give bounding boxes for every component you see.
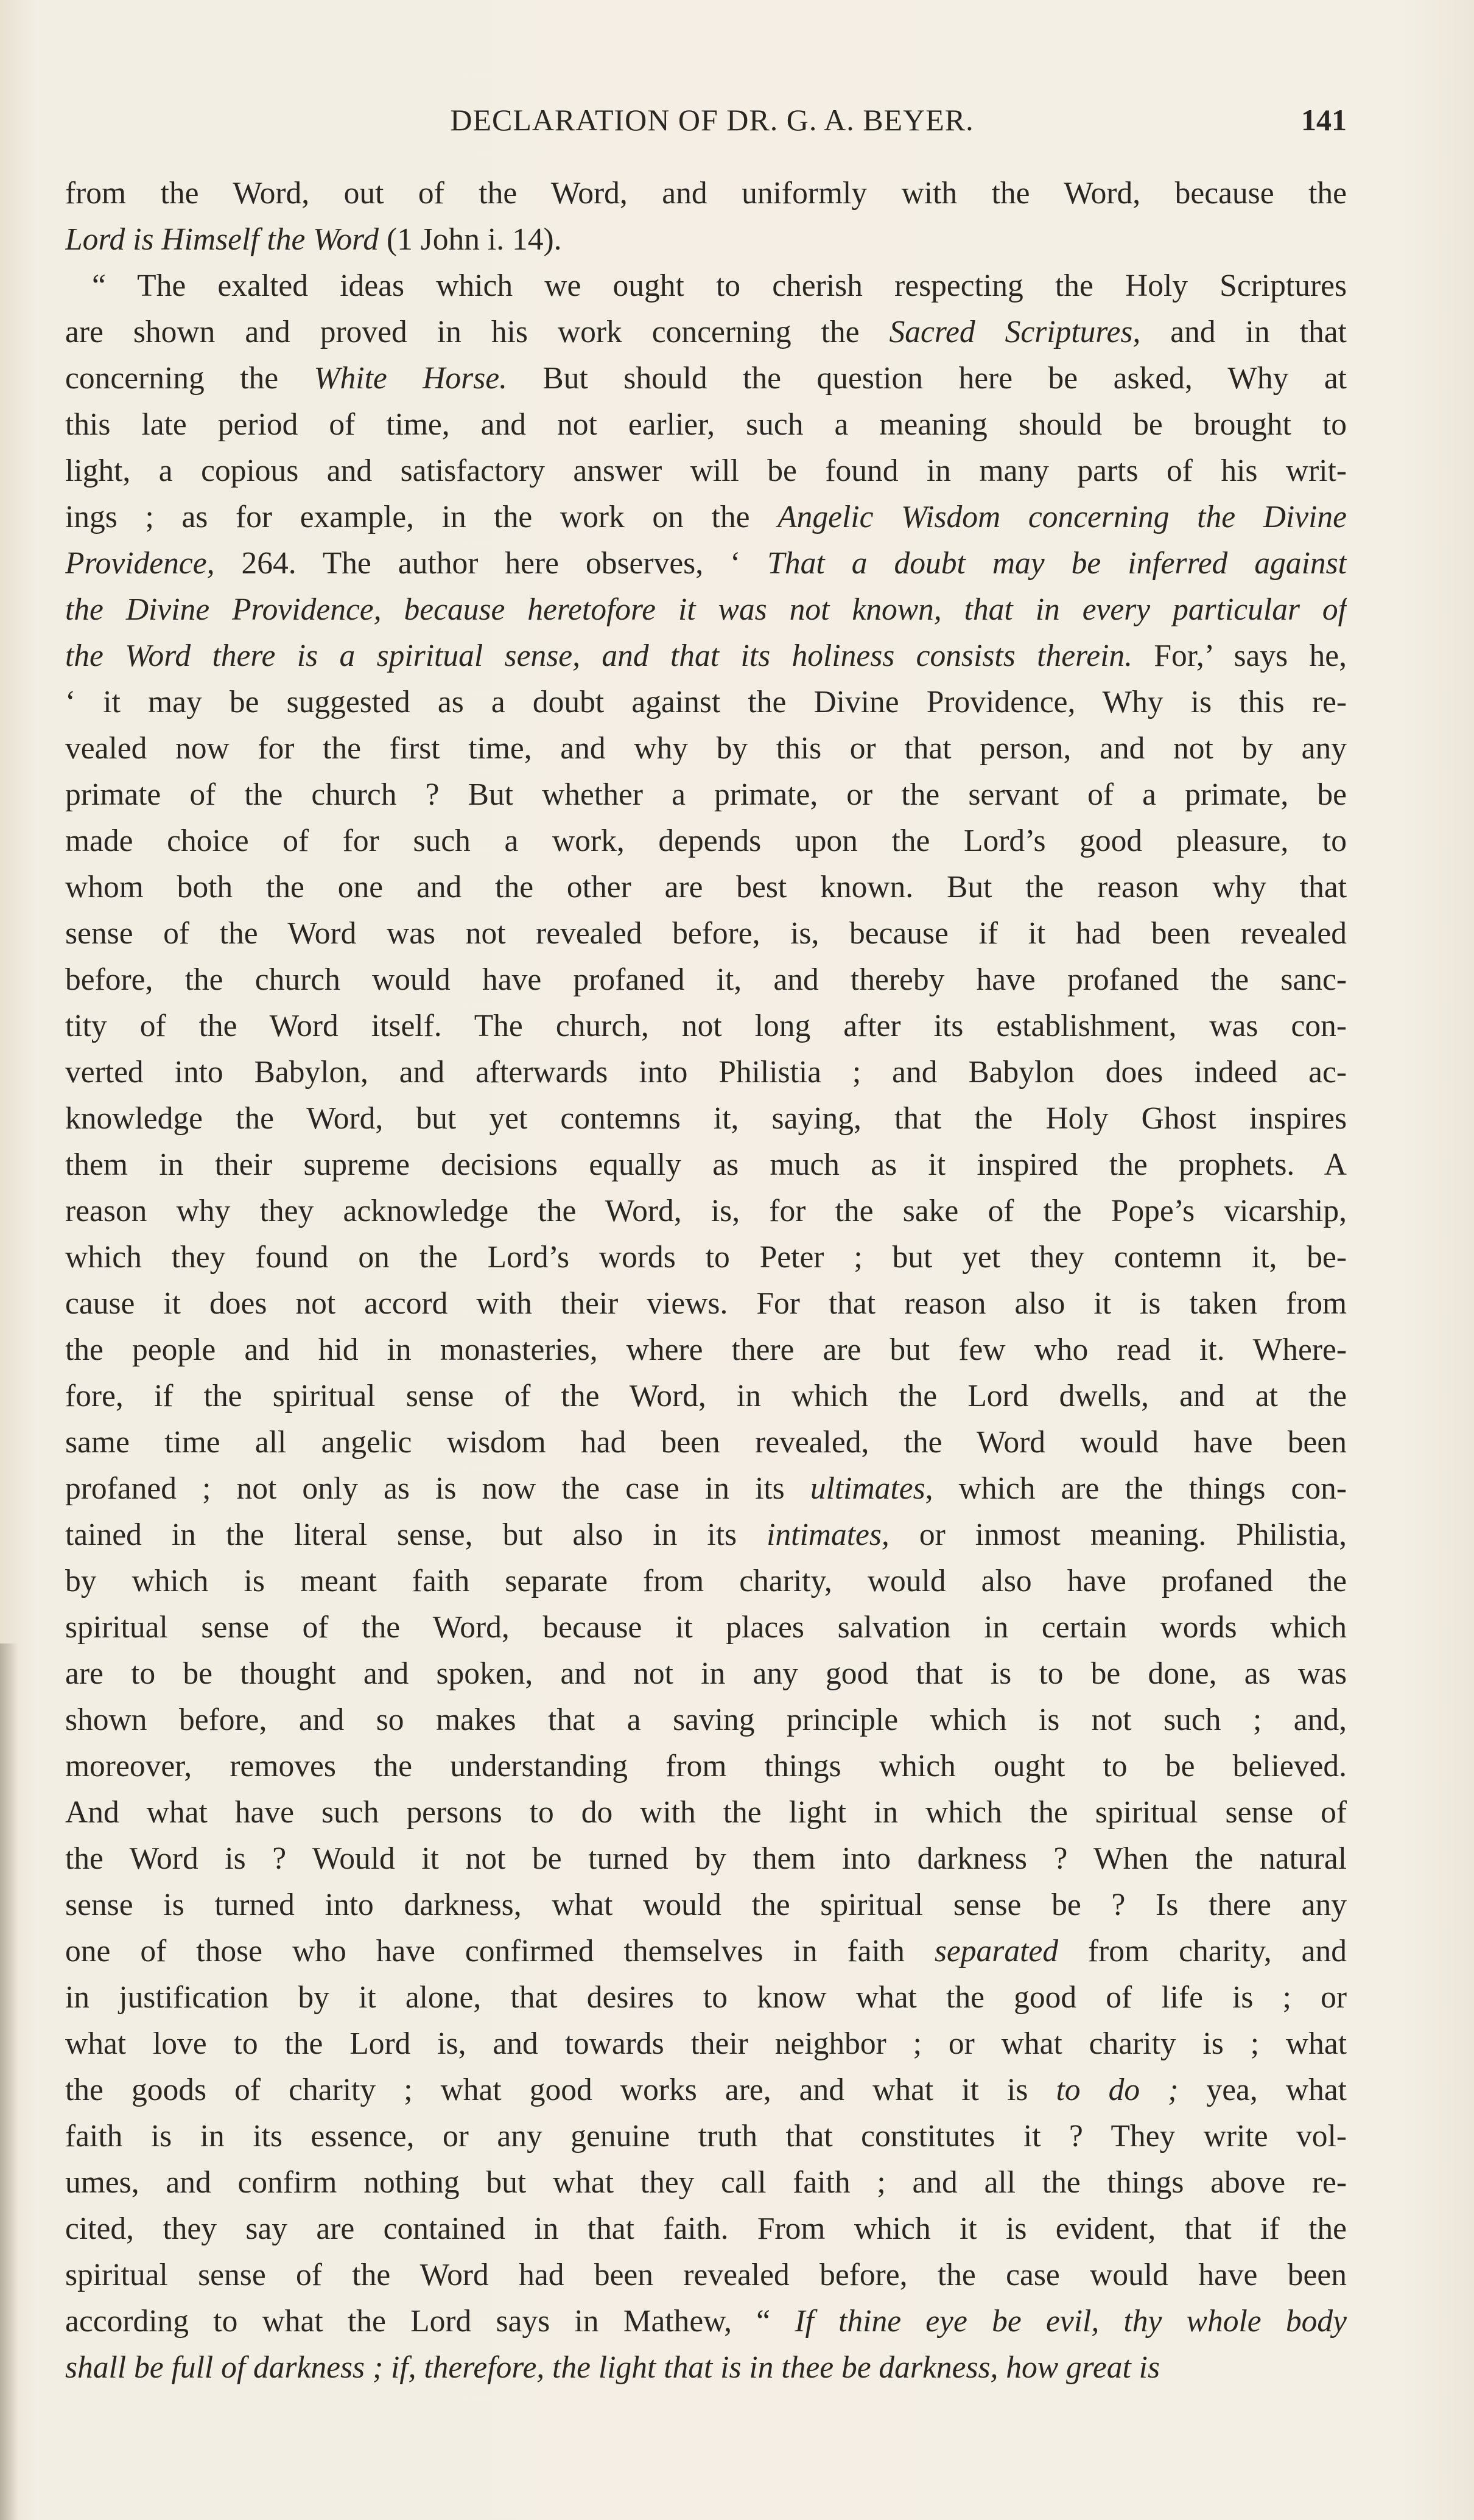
text-run: “ The exalted ideas which we ought to cherish respecting the Holy Scriptures — [92, 268, 1347, 303]
text-line — [65, 263, 1347, 309]
text-line — [65, 1096, 1347, 1142]
text-line — [65, 541, 1347, 587]
text-line — [65, 355, 1347, 402]
text-run: cited, they say are contained in that faith. From which it is evident, that if the — [65, 2211, 1347, 2246]
text-run: from the Word, out of the Word, and uniformly with the Word, because the — [65, 176, 1347, 211]
text-run: same time all angelic wisdom had been revealed, the Word would have been — [65, 1425, 1347, 1460]
text-run: which are the things con- — [933, 1471, 1347, 1506]
text-run: made choice of for such a work, depends upon the Lord’s good pleasure, to — [65, 824, 1347, 858]
text-line — [65, 1327, 1347, 1373]
italic-text-run: That a doubt may be inferred against — [767, 546, 1347, 581]
text-run: For,’ says he, — [1132, 639, 1347, 673]
text-run: reason why they acknowledge the Word, is, for the sake of the Pope’s vicarship, — [65, 1194, 1347, 1228]
text-run: before, the church would have profaned it, and thereby have profaned the sanc- — [65, 962, 1347, 997]
text-run: which they found on the Lord’s words to Peter ; but yet they contemn it, be- — [65, 1240, 1347, 1275]
text-run: them in their supreme decisions equally as much as it inspired the prophets. A — [65, 1147, 1347, 1182]
text-run: or inmost meaning. Philistia, — [889, 1517, 1347, 1552]
text-run: But should the question here be asked, Why at — [507, 361, 1347, 396]
text-run: the people and hid in monasteries, where there are but few who read it. Where- — [65, 1332, 1347, 1367]
text-run: verted into Babylon, and afterwards into Philistia ; and Babylon does indeed ac- — [65, 1055, 1347, 1090]
text-run: ings ; as for example, in the work on the — [65, 500, 778, 534]
page-header — [65, 102, 1347, 139]
body-text — [65, 170, 1347, 2391]
text-line — [65, 1558, 1347, 1605]
text-line — [65, 1975, 1347, 2021]
text-line — [65, 911, 1347, 957]
text-line — [65, 309, 1347, 355]
text-line — [65, 633, 1347, 679]
text-run: 264. The author here observes, ‘ — [214, 546, 768, 581]
italic-text-run: Lord is Himself the Word — [65, 222, 379, 257]
text-run: from charity, and — [1058, 1934, 1347, 1969]
text-run: moreover, removes the understanding from things which ought to be believed. — [65, 1749, 1347, 1783]
text-run: and in that — [1140, 315, 1347, 349]
italic-text-run: intimates, — [767, 1517, 890, 1552]
text-line — [65, 1651, 1347, 1697]
text-line — [65, 1882, 1347, 1928]
text-line — [65, 2160, 1347, 2206]
text-line — [65, 494, 1347, 541]
text-line — [65, 587, 1347, 633]
text-run: in justification by it alone, that desires to know what the good of life is ; or — [65, 1980, 1347, 2015]
text-line — [65, 726, 1347, 772]
text-line — [65, 1466, 1347, 1512]
text-line — [65, 1281, 1347, 1327]
running-head: DECLARATION OF DR. G. A. BEYER. — [450, 103, 974, 137]
text-run: spiritual sense of the Word, because it places salvation in certain words which — [65, 1610, 1347, 1645]
text-run: yea, what — [1178, 2073, 1347, 2107]
text-line — [65, 1188, 1347, 1234]
italic-text-run: If thine eye be evil, thy whole body — [795, 2304, 1347, 2339]
text-run: are shown and proved in his work concerning the — [65, 315, 890, 349]
text-line — [65, 864, 1347, 911]
text-line — [65, 2298, 1347, 2345]
text-line — [65, 679, 1347, 726]
text-line — [65, 1743, 1347, 1790]
text-line — [65, 2345, 1347, 2391]
italic-text-run: the Word there is a spiritual sense, and that its holiness consists therein. — [65, 639, 1133, 673]
text-run: whom both the one and the other are best known. But the reason why that — [65, 870, 1347, 905]
text-run: knowledge the Word, but yet contemns it, saying, that the Holy Ghost inspires — [65, 1101, 1347, 1136]
text-line — [65, 1790, 1347, 1836]
text-run: one of those who have confirmed themselves in faith — [65, 1934, 935, 1969]
text-run: concerning the — [65, 361, 314, 396]
text-line — [65, 2252, 1347, 2298]
text-line — [65, 1512, 1347, 1558]
text-line — [65, 772, 1347, 818]
text-line — [65, 170, 1347, 217]
italic-text-run: Angelic Wisdom concerning the Divine — [777, 500, 1347, 534]
text-line — [65, 1142, 1347, 1188]
italic-text-run: Providence, — [65, 546, 215, 581]
italic-text-run: ultimates, — [810, 1471, 933, 1506]
text-run: tained in the literal sense, but also in its — [65, 1517, 767, 1552]
text-run: the Word is ? Would it not be turned by them into darkness ? When the natural — [65, 1841, 1347, 1876]
italic-text-run: to do ; — [1056, 2073, 1179, 2107]
text-run: fore, if the spiritual sense of the Word, in which the Lord dwells, and at the — [65, 1379, 1347, 1413]
text-run: faith is in its essence, or any genuine truth that constitutes it ? They write vol- — [65, 2119, 1347, 2154]
page-number: 141 — [1301, 103, 1347, 137]
text-line — [65, 1419, 1347, 1466]
text-run: (1 John i. 14). — [379, 222, 562, 257]
text-line — [65, 957, 1347, 1003]
text-run: cause it does not accord with their views. For that reason also it is taken from — [65, 1286, 1347, 1321]
text-run: by which is meant faith separate from charity, would also have profaned the — [65, 1564, 1347, 1598]
text-line — [65, 217, 1347, 263]
text-run: sense of the Word was not revealed before, is, because if it had been revealed — [65, 916, 1347, 951]
text-run: shown before, and so makes that a saving principle which is not such ; and, — [65, 1703, 1347, 1737]
text-line — [65, 2113, 1347, 2160]
text-run: And what have such persons to do with the light in which the spiritual sense of — [65, 1795, 1347, 1830]
text-line — [65, 2021, 1347, 2067]
italic-text-run: the Divine Providence, because heretofore it was not known, that in every particular of — [65, 592, 1347, 627]
text-line — [65, 1003, 1347, 1049]
text-line — [65, 1928, 1347, 1975]
text-line — [65, 2067, 1347, 2113]
text-line — [65, 1836, 1347, 1882]
text-run: profaned ; not only as is now the case in its — [65, 1471, 810, 1506]
text-line — [65, 1234, 1347, 1281]
text-run: this late period of time, and not earlier, such a meaning should be brought to — [65, 407, 1347, 442]
text-line — [65, 2206, 1347, 2252]
italic-text-run: Sacred Scriptures, — [889, 315, 1141, 349]
text-run: spiritual sense of the Word had been revealed before, the case would have been — [65, 2258, 1347, 2292]
text-run: according to what the Lord says in Mathew, “ — [65, 2304, 795, 2339]
text-line — [65, 818, 1347, 864]
text-run: are to be thought and spoken, and not in any good that is to be done, as was — [65, 1656, 1347, 1691]
text-run: light, a copious and satisfactory answer will be found in many parts of his writ- — [65, 453, 1347, 488]
binding-shadow — [0, 1643, 18, 2520]
italic-text-run: shall be full of darkness ; if, therefore, the light that is in thee be darkness, how great is — [65, 2350, 1160, 2385]
italic-text-run: White Horse. — [314, 361, 507, 396]
text-run: what love to the Lord is, and towards their neighbor ; or what charity is ; what — [65, 2026, 1347, 2061]
text-run: the goods of charity ; what good works are, and what it is — [65, 2073, 1056, 2107]
text-line — [65, 1049, 1347, 1096]
text-run: primate of the church ? But whether a primate, or the servant of a primate, be — [65, 777, 1347, 812]
text-run: ‘ it may be suggested as a doubt against the Divine Providence, Why is this re- — [65, 685, 1347, 719]
text-line — [65, 1697, 1347, 1743]
text-run: sense is turned into darkness, what would the spiritual sense be ? Is there any — [65, 1888, 1347, 1922]
text-run: vealed now for the first time, and why by this or that person, and not by any — [65, 731, 1347, 766]
text-line — [65, 448, 1347, 494]
text-line — [65, 1373, 1347, 1419]
text-line — [65, 402, 1347, 448]
text-run: tity of the Word itself. The church, not long after its establishment, was con- — [65, 1009, 1347, 1043]
text-run: umes, and confirm nothing but what they call faith ; and all the things above re- — [65, 2165, 1347, 2200]
text-line — [65, 1605, 1347, 1651]
italic-text-run: separated — [934, 1934, 1058, 1969]
